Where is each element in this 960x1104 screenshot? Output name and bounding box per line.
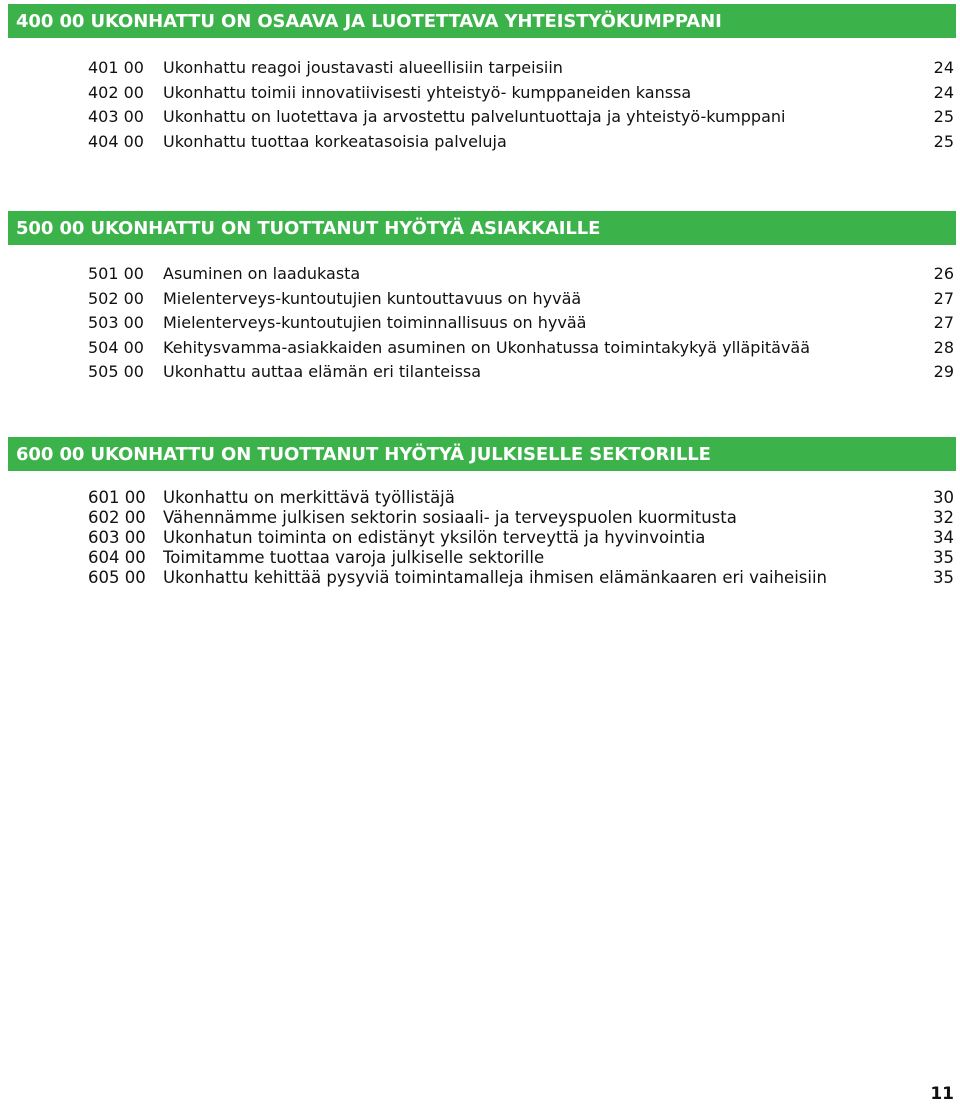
toc-entry-602[interactable]: [88, 508, 954, 528]
toc-entry-number: 504 00: [88, 337, 144, 357]
toc-entry-number: 401 00: [88, 58, 144, 77]
toc-entry-page: 24: [933, 82, 954, 102]
toc-entry-title: Ukonhatun toiminta on edistänyt yksilön terveyttä ja hyvinvointia: [163, 528, 706, 547]
toc-entry-403[interactable]: [88, 107, 954, 132]
toc-list-500: [88, 264, 954, 387]
toc-entry-page: 35: [933, 568, 954, 587]
toc-entry-number: 404 00: [88, 131, 144, 151]
toc-entry-title: Ukonhattu auttaa elämän eri tilanteissa: [163, 362, 482, 381]
toc-entry-603[interactable]: [88, 528, 954, 548]
toc-entry-title: Kehitysvamma-asiakkaiden asuminen on Ukonhatussa toimintakykyä ylläpitävää: [163, 337, 811, 357]
toc-entry-504[interactable]: [88, 338, 954, 363]
toc-entry-title: Ukonhattu reagoi joustavasti alueellisiin tarpeisiin: [163, 58, 563, 77]
toc-entry-title: Ukonhattu tuottaa korkeatasoisia palveluja: [163, 131, 507, 151]
toc-entry-page: 35: [933, 548, 954, 567]
toc-entry-page: 30: [933, 488, 954, 507]
toc-entry-503[interactable]: [88, 313, 954, 338]
toc-entry-number: 502 00: [88, 288, 144, 308]
toc-entry-page: 26: [933, 264, 954, 283]
toc-entry-page: 34: [933, 528, 954, 547]
section-heading-text: 600 00 UKONHATTU ON TUOTTANUT HYÖTYÄ JULKISELLE SEKTORILLE: [16, 443, 711, 465]
toc-entry-502[interactable]: [88, 289, 954, 314]
toc-entry-title: Mielenterveys-kuntoutujien kuntouttavuus on hyvää: [163, 288, 582, 308]
toc-entry-number: 602 00: [88, 508, 146, 527]
toc-list-400: [88, 58, 954, 156]
toc-entry-page: 24: [933, 58, 954, 77]
toc-entry-501[interactable]: [88, 264, 954, 289]
toc-entry-page: 29: [933, 362, 954, 381]
toc-entry-page: 27: [933, 288, 954, 308]
toc-entry-number: 402 00: [88, 82, 144, 102]
toc-entry-number: 403 00: [88, 107, 144, 126]
toc-entry-604[interactable]: [88, 548, 954, 568]
toc-entry-page: 28: [933, 337, 954, 357]
toc-entry-title: Vähennämme julkisen sektorin sosiaali- ja terveyspuolen kuormitusta: [163, 508, 737, 527]
section-heading-text: 400 00 UKONHATTU ON OSAAVA JA LUOTETTAVA YHTEISTYÖKUMPPANI: [16, 10, 722, 32]
toc-entry-number: 604 00: [88, 548, 146, 567]
page-number: 11: [930, 1084, 954, 1104]
section-heading-500: [8, 211, 956, 245]
toc-entry-number: 603 00: [88, 528, 146, 547]
toc-entry-505[interactable]: [88, 362, 954, 387]
toc-entry-605[interactable]: [88, 568, 954, 588]
toc-entry-page: 32: [933, 508, 954, 527]
toc-entry-title: Ukonhattu on merkittävä työllistäjä: [163, 488, 455, 507]
toc-entry-number: 505 00: [88, 362, 144, 381]
toc-entry-402[interactable]: [88, 83, 954, 108]
toc-entry-601[interactable]: [88, 488, 954, 508]
toc-entry-401[interactable]: [88, 58, 954, 83]
toc-entry-title: Mielenterveys-kuntoutujien toiminnallisuus on hyvää: [163, 313, 587, 332]
toc-entry-title: Ukonhattu kehittää pysyviä toimintamalleja ihmisen elämänkaaren eri vaiheisiin: [163, 568, 828, 587]
section-heading-400: [8, 4, 956, 38]
toc-entry-page: 25: [933, 107, 954, 126]
toc-entry-number: 605 00: [88, 568, 146, 587]
toc-entry-number: 503 00: [88, 313, 144, 332]
toc-entry-404[interactable]: [88, 132, 954, 157]
toc-entry-title: Ukonhattu toimii innovatiivisesti yhteistyö- kumppaneiden kanssa: [163, 82, 692, 102]
toc-entry-title: Ukonhattu on luotettava ja arvostettu palveluntuottaja ja yhteistyö-kumppani: [163, 107, 786, 126]
toc-entry-title: Asuminen on laadukasta: [163, 264, 361, 283]
section-heading-600: [8, 437, 956, 471]
toc-entry-page: 27: [933, 313, 954, 332]
toc-entry-number: 601 00: [88, 488, 146, 507]
section-heading-text: 500 00 UKONHATTU ON TUOTTANUT HYÖTYÄ ASIAKKAILLE: [16, 217, 601, 239]
toc-entry-page: 25: [933, 131, 954, 151]
toc-list-600: [88, 488, 954, 588]
toc-entry-number: 501 00: [88, 264, 144, 283]
toc-entry-title: Toimitamme tuottaa varoja julkiselle sektorille: [163, 548, 545, 567]
